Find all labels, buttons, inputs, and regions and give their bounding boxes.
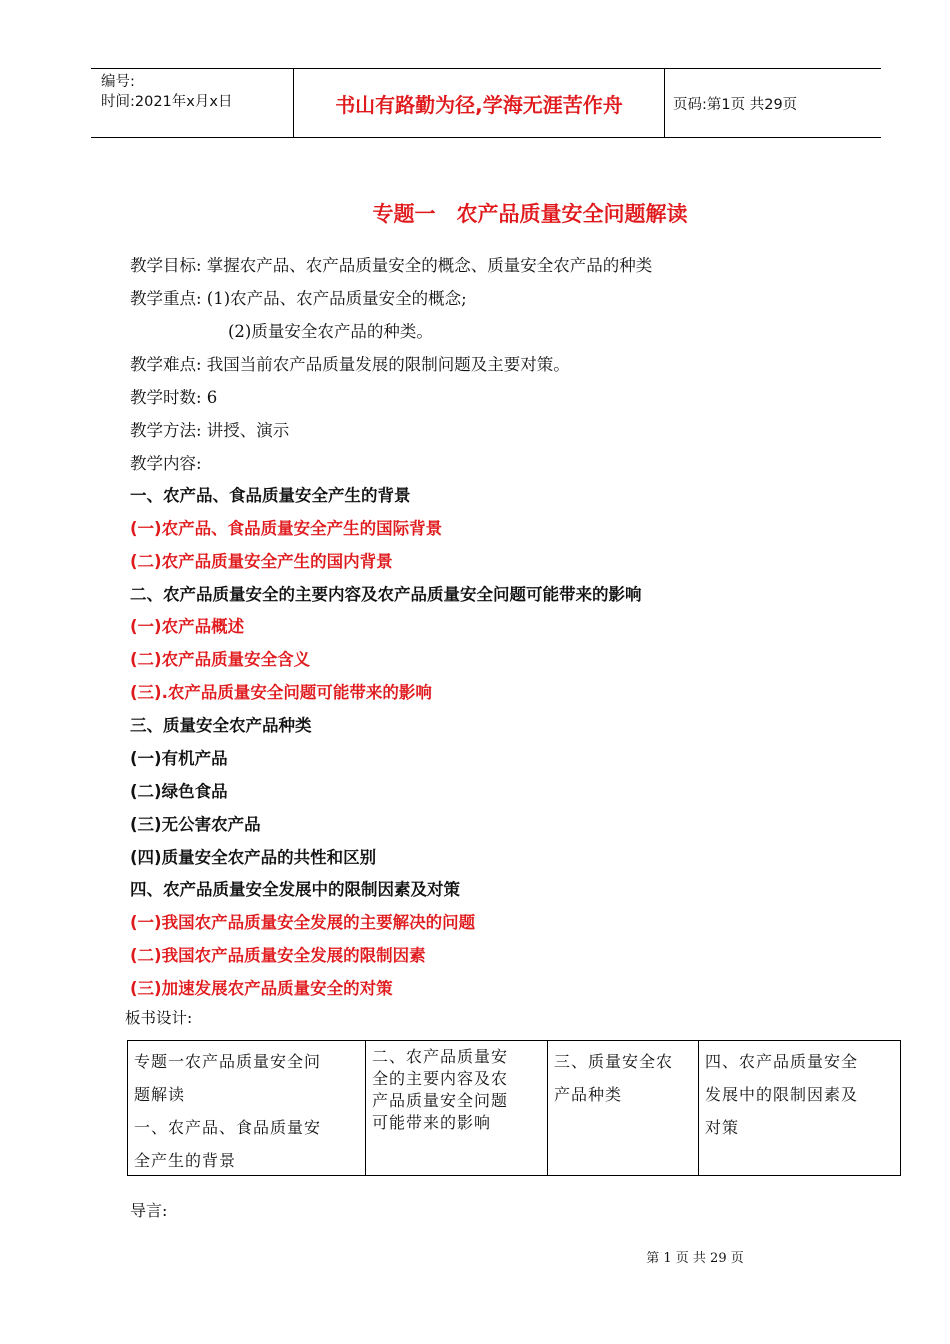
content-line: 教学内容: [130, 454, 202, 473]
time-label: 时间:2021年x月x日 [101, 94, 233, 110]
board-column-3 [548, 1041, 699, 1175]
method-line: 教学方法: 讲授、演示 [130, 421, 290, 440]
board-cell-text: 三、质量安全农 [554, 1052, 674, 1071]
section-4-1: (一)我国农产品质量安全发展的主要解决的问题 [130, 913, 476, 932]
board-column-2 [366, 1041, 548, 1175]
section-4-2: (二)我国农产品质量安全发展的限制因素 [130, 946, 426, 965]
hours-line: 教学时数: 6 [130, 388, 218, 407]
section-3-2: (二)绿色食品 [130, 782, 228, 801]
page-footer: 第 1 页 共 29 页 [646, 1251, 744, 1266]
board-cell-text: 一、农产品、食品质量安 [134, 1118, 322, 1137]
board-cell-text: 产品种类 [554, 1085, 623, 1104]
header-page-info: 页码:第1页 共29页 [673, 96, 798, 113]
number-label: 编号: [101, 74, 135, 90]
board-cell-text: 发展中的限制因素及 [705, 1085, 859, 1104]
section-3-4: (四)质量安全农产品的共性和区别 [130, 848, 377, 867]
document-header [91, 68, 881, 138]
key-point-line-2: (2)质量安全农产品的种类。 [228, 322, 433, 341]
objective-line: 教学目标: 掌握农产品、农产品质量安全的概念、质量安全农产品的种类 [130, 256, 653, 275]
board-cell-text: 二、农产品质量安 [372, 1047, 509, 1066]
section-4-heading: 四、农产品质量安全发展中的限制因素及对策 [130, 880, 460, 899]
section-1-2: (二)农产品质量安全产生的国内背景 [130, 552, 393, 571]
section-1-1: (一)农产品、食品质量安全产生的国际背景 [130, 519, 443, 538]
key-point-line-1: 教学重点: (1)农产品、农产品质量安全的概念; [130, 289, 467, 308]
difficulty-line: 教学难点: 我国当前农产品质量发展的限制问题及主要对策。 [130, 355, 570, 374]
section-3-3: (三)无公害农产品 [130, 815, 261, 834]
board-design-label: 板书设计: [125, 1009, 193, 1027]
board-cell-text: 四、农产品质量安全 [705, 1052, 859, 1071]
section-3-1: (一)有机产品 [130, 749, 228, 768]
section-3-heading: 三、质量安全农产品种类 [130, 716, 312, 735]
board-column-4 [699, 1041, 900, 1175]
document-title: 专题一 农产品质量安全问题解读 [372, 202, 688, 226]
section-4-3: (三)加速发展农产品质量安全的对策 [130, 979, 393, 998]
board-cell-text: 产品质量安全问题 [372, 1091, 509, 1110]
board-column-1 [128, 1041, 366, 1175]
section-2-1: (一)农产品概述 [130, 617, 245, 636]
board-cell-text: 全产生的背景 [134, 1151, 237, 1170]
board-design-table [127, 1040, 901, 1176]
header-motto: 书山有路勤为径,学海无涯苦作舟 [293, 69, 665, 137]
board-cell-text: 可能带来的影响 [372, 1113, 492, 1132]
board-cell-text: 题解读 [134, 1085, 186, 1104]
section-2-2: (二)农产品质量安全含义 [130, 650, 311, 669]
section-2-heading: 二、农产品质量安全的主要内容及农产品质量安全问题可能带来的影响 [130, 585, 642, 604]
board-cell-text: 专题一农产品质量安全问 [134, 1052, 322, 1071]
section-1-heading: 一、农产品、食品质量安全产生的背景 [130, 486, 411, 505]
header-meta [91, 69, 293, 137]
intro-label: 导言: [130, 1201, 168, 1220]
board-cell-text: 对策 [705, 1118, 740, 1137]
board-cell-text: 全的主要内容及农 [372, 1069, 509, 1088]
section-2-3: (三).农产品质量安全问题可能带来的影响 [130, 683, 432, 702]
